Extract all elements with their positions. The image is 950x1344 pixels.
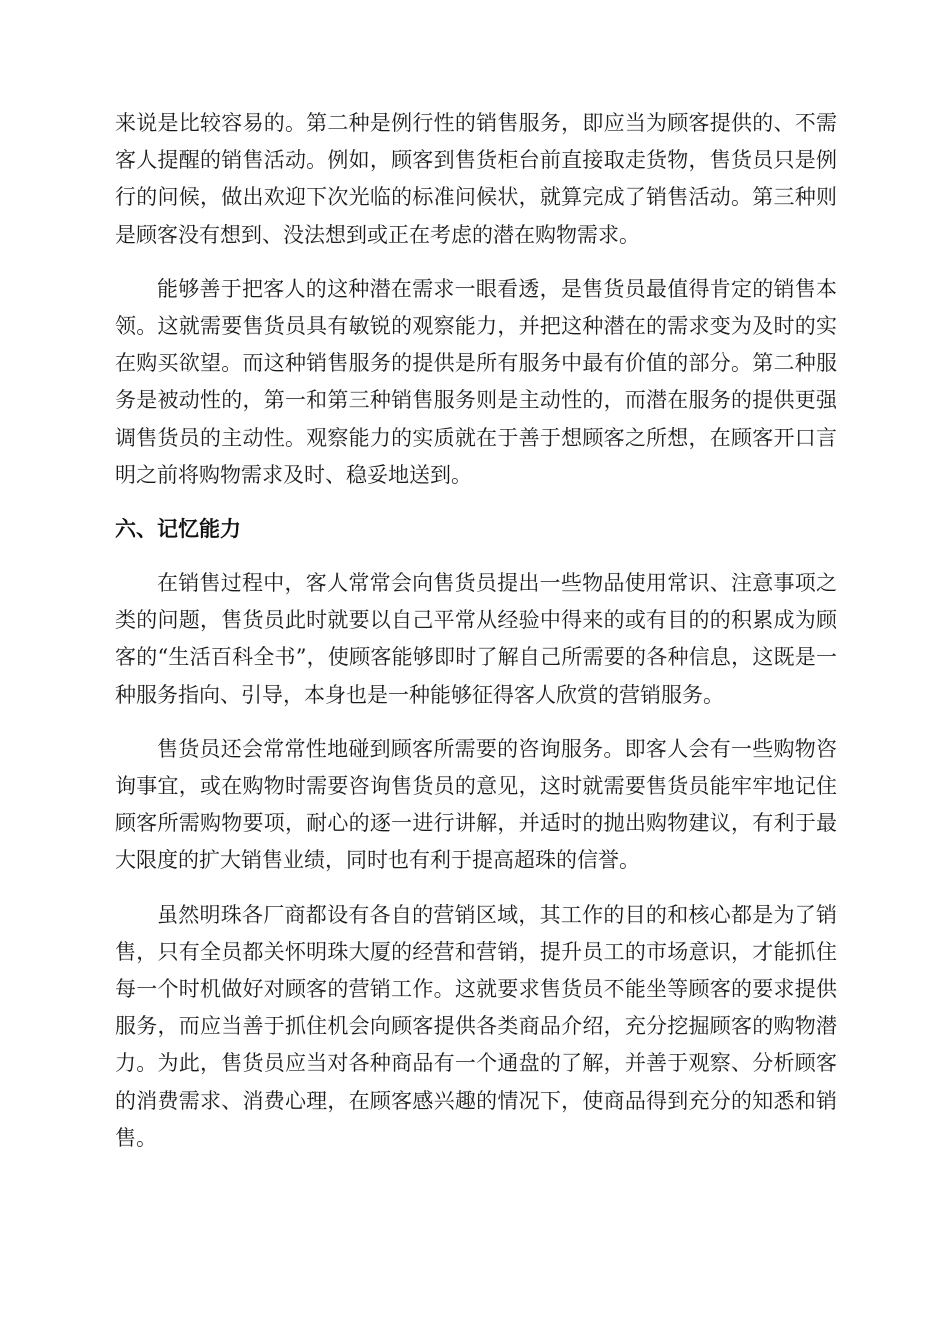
- paragraph-life-encyclopedia: 在销售过程中，客人常常会向售货员提出一些物品使用常识、注意事项之类的问题，售货员此时就要以自己平常从经验中得来的或有目的的积累成为顾客的“生活百科全书”，使顾客能够即时了解自己所需要的各种信息，这既是一种服务指向、引导，本身也是一种能够征得客人欣赏的营销服务。: [115, 571, 837, 707]
- document-page: [115, 105, 837, 1157]
- paragraph-observation-ability: 能够善于把客人的这种潜在需求一眼看透，是售货员最值得肯定的销售本领。这就需要售货员具有敏锐的观察能力，并把这种潜在的需求变为及时的实在购买欲望。而这种销售服务的提供是所有服务中最有价值的部分。第二种服务是被动性的，第一和第三种销售服务则是主动性的，而潜在服务的提供更强调售货员的主动性。观察能力的实质就在于善于想顾客之所想，在顾客开口言明之前将购物需求及时、稳妥地送到。: [115, 276, 837, 487]
- section-heading-memory-ability: 六、记忆能力: [115, 517, 241, 542]
- paragraph-sales-awareness: 虽然明珠各厂商都设有各自的营销区域，其工作的目的和核心都是为了销售，只有全员都关怀明珠大厦的经营和营销，提升员工的市场意识，才能抓住每一个时机做好对顾客的营销工作。这就要求售货员不能坐等顾客的要求提供服务，而应当善于抓住机会向顾客提供各类商品介绍，充分挖掘顾客的购物潜力。为此，售货员应当对各种商品有一个通盘的了解，并善于观察、分析顾客的消费需求、消费心理，在顾客感兴趣的情况下，使商品得到充分的知悉和销售。: [115, 902, 837, 1150]
- paragraph-consulting-service: 售货员还会常常性地碰到顾客所需要的咨询服务。即客人会有一些购物咨询事宜，或在购物时需要咨询售货员的意见，这时就需要售货员能牢牢地记住顾客所需购物要项，耐心的逐一进行讲解，并适时的抛出购物建议，有利于最大限度的扩大销售业绩，同时也有利于提高超珠的信誉。: [115, 736, 837, 873]
- paragraph-continuation: 来说是比较容易的。第二种是例行性的销售服务，即应当为顾客提供的、不需客人提醒的销售活动。例如，顾客到售货柜台前直接取走货物，售货员只是例行的问候，做出欢迎下次光临的标准问候状，就算完成了销售活动。第三种则是顾客没有想到、没法想到或正在考虑的潜在购物需求。: [115, 111, 837, 247]
